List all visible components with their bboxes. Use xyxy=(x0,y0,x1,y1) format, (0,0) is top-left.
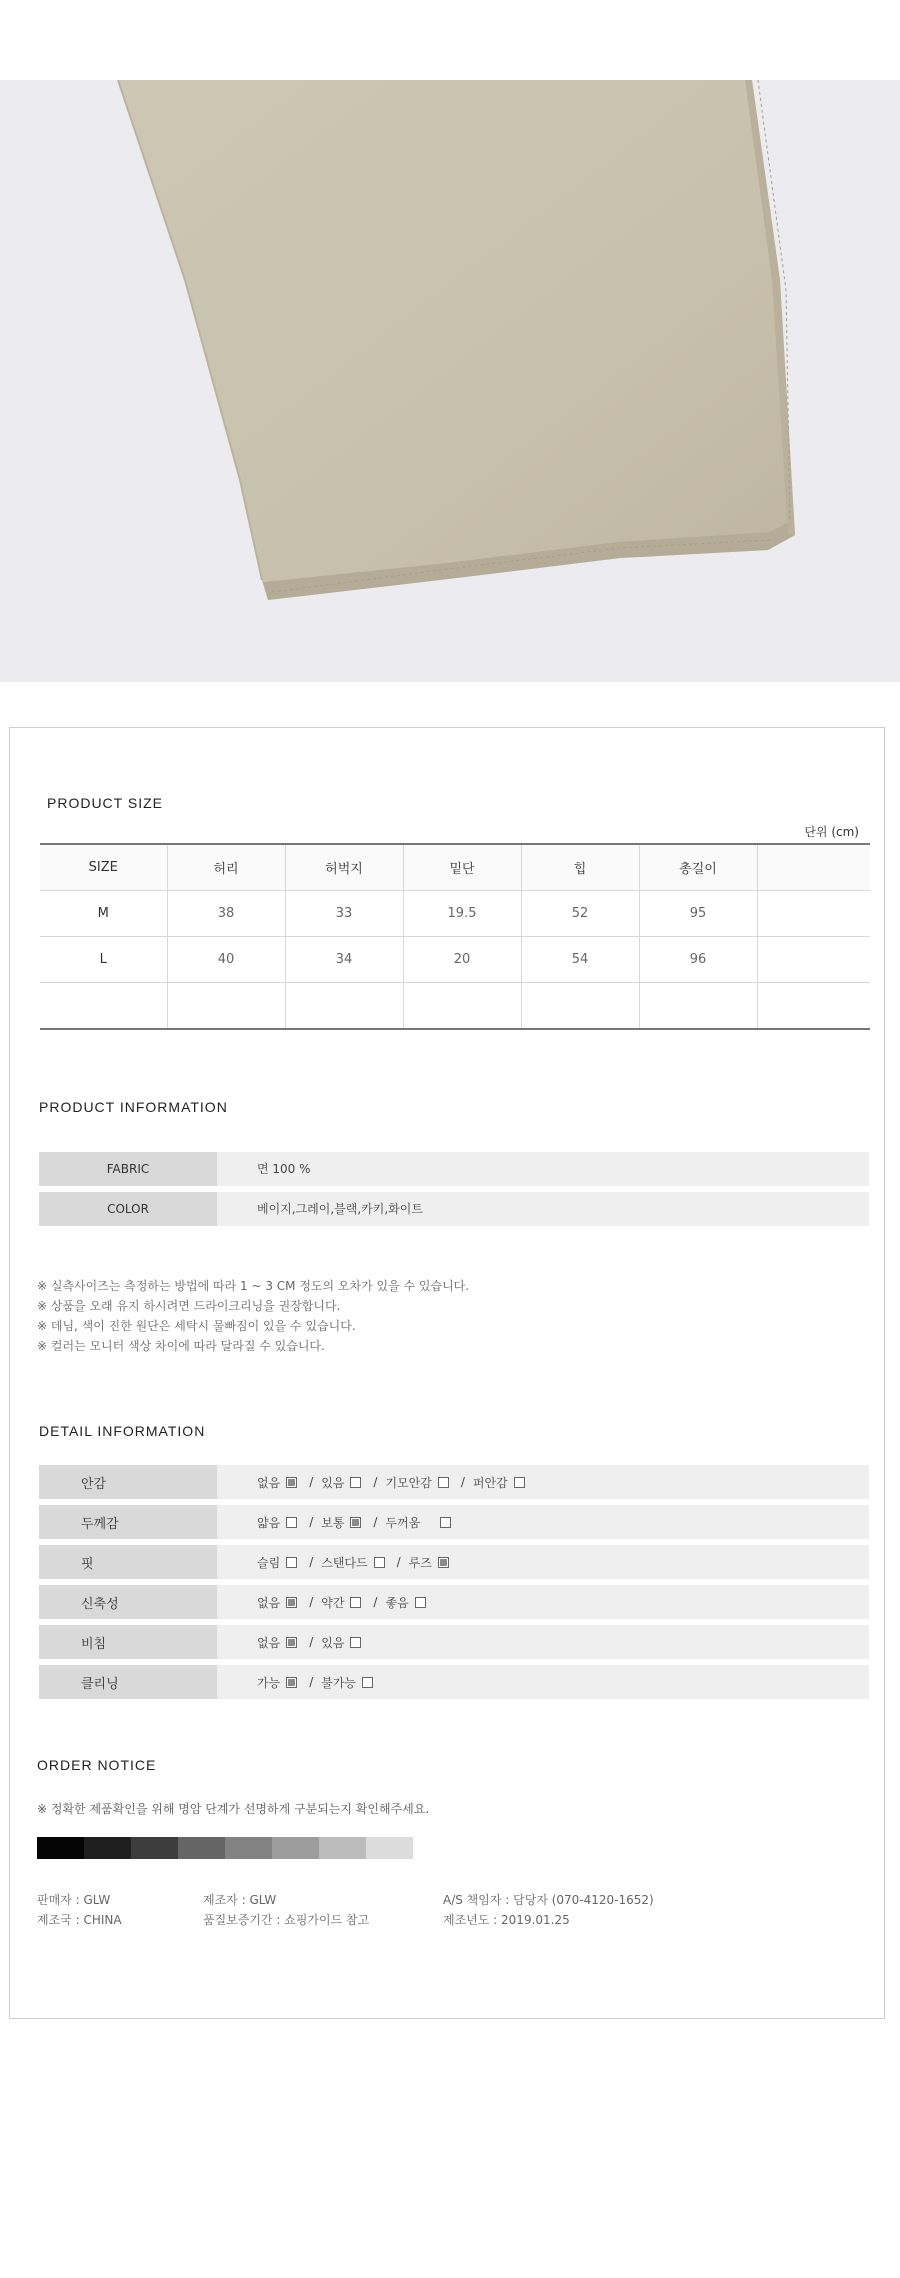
lining-none-checkbox[interactable] xyxy=(286,1477,297,1488)
table-cell: 38 xyxy=(167,891,285,937)
thickness-thin-checkbox[interactable] xyxy=(286,1517,297,1528)
thickness-row: 두께감 얇음 / 보통 / 두꺼움 xyxy=(39,1505,869,1539)
note-line: ※ 실측사이즈는 측정하는 방법에 따라 1 ~ 3 CM 정도의 오차가 있을 수 있습니다. xyxy=(37,1279,470,1293)
color-label: COLOR xyxy=(39,1192,217,1226)
blank-col-header xyxy=(757,844,870,891)
table-cell xyxy=(757,937,870,983)
hip-col-header: 힙 xyxy=(521,844,639,891)
table-cell: 33 xyxy=(285,891,403,937)
swatch xyxy=(37,1837,84,1859)
product-information-title: PRODUCT INFORMATION xyxy=(39,1099,228,1115)
option-label: 기모안감 xyxy=(385,1475,432,1490)
length-col-header: 총길이 xyxy=(639,844,757,891)
table-row xyxy=(40,983,870,1030)
notes xyxy=(37,1276,469,1356)
fit-row: 핏 슬림 / 스탠다드 / 루즈 xyxy=(39,1545,869,1579)
table-cell: 40 xyxy=(167,937,285,983)
country-info: 제조국 : CHINA xyxy=(37,1913,122,1927)
pants-hem-icon xyxy=(0,80,900,682)
option-label: 스탠다드 xyxy=(321,1555,368,1570)
option-label: 약간 xyxy=(321,1595,345,1610)
option-label: 두꺼움 xyxy=(385,1515,421,1530)
thigh-col-header: 허벅지 xyxy=(285,844,403,891)
stretch-good-checkbox[interactable] xyxy=(415,1597,426,1608)
manufacture-date-info: 제조년도 : 2019.01.25 xyxy=(443,1913,570,1927)
swatch xyxy=(272,1837,319,1859)
size-unit: 단위 (cm) xyxy=(804,825,859,839)
sheer-yes-checkbox[interactable] xyxy=(350,1637,361,1648)
table-cell xyxy=(167,983,285,1030)
option-label: 없음 xyxy=(257,1595,281,1610)
fit-slim-checkbox[interactable] xyxy=(286,1557,297,1568)
table-cell: 54 xyxy=(521,937,639,983)
stretch-label: 신축성 xyxy=(39,1585,217,1619)
product-size-title: PRODUCT SIZE xyxy=(47,795,163,811)
stretch-none-checkbox[interactable] xyxy=(286,1597,297,1608)
table-cell xyxy=(403,983,521,1030)
swatch xyxy=(366,1837,413,1859)
table-cell: L xyxy=(40,937,167,983)
option-label: 있음 xyxy=(321,1635,345,1650)
manufacturer-info: 제조자 : GLW xyxy=(203,1893,277,1907)
warranty-info: 품질보증기간 : 쇼핑가이드 참고 xyxy=(203,1913,370,1927)
lining-yes-checkbox[interactable] xyxy=(350,1477,361,1488)
stretch-row: 신축성 없음 / 약간 / 좋음 xyxy=(39,1585,869,1619)
grayscale-swatches xyxy=(37,1837,413,1859)
as-manager-info: A/S 책임자 : 담당자 (070-4120-1652) xyxy=(443,1893,654,1907)
color-row xyxy=(39,1192,869,1226)
cleaning-row: 클리닝 가능 / 불가능 xyxy=(39,1665,869,1699)
note-line: ※ 상품을 오래 유지 하시려면 드라이크리닝을 권장합니다. xyxy=(37,1299,341,1313)
waist-col-header: 허리 xyxy=(167,844,285,891)
seller-info: 판매자 : GLW xyxy=(37,1893,111,1907)
option-label: 없음 xyxy=(257,1635,281,1650)
lining-label: 안감 xyxy=(39,1465,217,1499)
option-label: 좋음 xyxy=(385,1595,409,1610)
fabric-row xyxy=(39,1152,869,1186)
order-notice-text: ※ 정확한 제품확인을 위해 명암 단계가 선명하게 구분되는지 확인해주세요. xyxy=(37,1802,430,1816)
table-row xyxy=(40,937,870,983)
order-notice-title: ORDER NOTICE xyxy=(37,1757,157,1773)
color-value: 베이지,그레이,블랙,카키,화이트 xyxy=(257,1202,423,1216)
lining-fur-checkbox[interactable] xyxy=(514,1477,525,1488)
lining-row: 안감 없음 / 있음 / 기모안감 / 퍼안감 xyxy=(39,1465,869,1499)
fabric-label: FABRIC xyxy=(39,1152,217,1186)
sheerness-label: 비침 xyxy=(39,1625,217,1659)
swatch xyxy=(225,1837,272,1859)
swatch xyxy=(319,1837,366,1859)
table-cell: M xyxy=(40,891,167,937)
swatch xyxy=(84,1837,131,1859)
thickness-normal-checkbox[interactable] xyxy=(350,1517,361,1528)
option-label: 불가능 xyxy=(321,1675,357,1690)
option-label: 슬림 xyxy=(257,1555,281,1570)
fabric-value: 면 100 % xyxy=(257,1162,311,1176)
swatch xyxy=(131,1837,178,1859)
table-cell xyxy=(757,983,870,1030)
table-cell: 19.5 xyxy=(403,891,521,937)
table-cell: 95 xyxy=(639,891,757,937)
swatch xyxy=(178,1837,225,1859)
size-table-header xyxy=(40,844,870,891)
table-cell xyxy=(285,983,403,1030)
table-cell: 34 xyxy=(285,937,403,983)
option-label: 루즈 xyxy=(408,1555,432,1570)
note-line: ※ 데님, 색이 진한 원단은 세탁시 물빠짐이 있을 수 있습니다. xyxy=(37,1319,356,1333)
table-cell xyxy=(521,983,639,1030)
note-line: ※ 컬러는 모니터 색상 차이에 따라 달라질 수 있습니다. xyxy=(37,1339,325,1353)
option-label: 보통 xyxy=(321,1515,345,1530)
table-cell xyxy=(639,983,757,1030)
option-label: 없음 xyxy=(257,1475,281,1490)
size-col-header: SIZE xyxy=(40,844,167,891)
product-photo xyxy=(0,80,900,682)
option-label: 퍼안감 xyxy=(472,1475,508,1490)
sheerness-row: 비침 없음 / 있음 xyxy=(39,1625,869,1659)
option-label: 가능 xyxy=(257,1675,281,1690)
cleaning-label: 클리닝 xyxy=(39,1665,217,1699)
cleaning-possible-checkbox[interactable] xyxy=(286,1677,297,1688)
product-detail-card xyxy=(9,727,885,2019)
fit-loose-checkbox[interactable] xyxy=(438,1557,449,1568)
size-table xyxy=(40,843,870,1030)
thickness-thick-checkbox[interactable] xyxy=(440,1517,451,1528)
option-label: 얇음 xyxy=(257,1515,281,1530)
table-cell xyxy=(40,983,167,1030)
fit-label: 핏 xyxy=(39,1545,217,1579)
lining-fleece-checkbox[interactable] xyxy=(438,1477,449,1488)
table-cell: 52 xyxy=(521,891,639,937)
table-cell: 96 xyxy=(639,937,757,983)
table-cell xyxy=(757,891,870,937)
option-label: 있음 xyxy=(321,1475,345,1490)
stretch-slight-checkbox[interactable] xyxy=(350,1597,361,1608)
sheer-none-checkbox[interactable] xyxy=(286,1637,297,1648)
thickness-label: 두께감 xyxy=(39,1505,217,1539)
table-cell: 20 xyxy=(403,937,521,983)
table-row xyxy=(40,891,870,937)
cleaning-impossible-checkbox[interactable] xyxy=(362,1677,373,1688)
fit-standard-checkbox[interactable] xyxy=(374,1557,385,1568)
hem-col-header: 밑단 xyxy=(403,844,521,891)
detail-information-title: DETAIL INFORMATION xyxy=(39,1423,206,1439)
